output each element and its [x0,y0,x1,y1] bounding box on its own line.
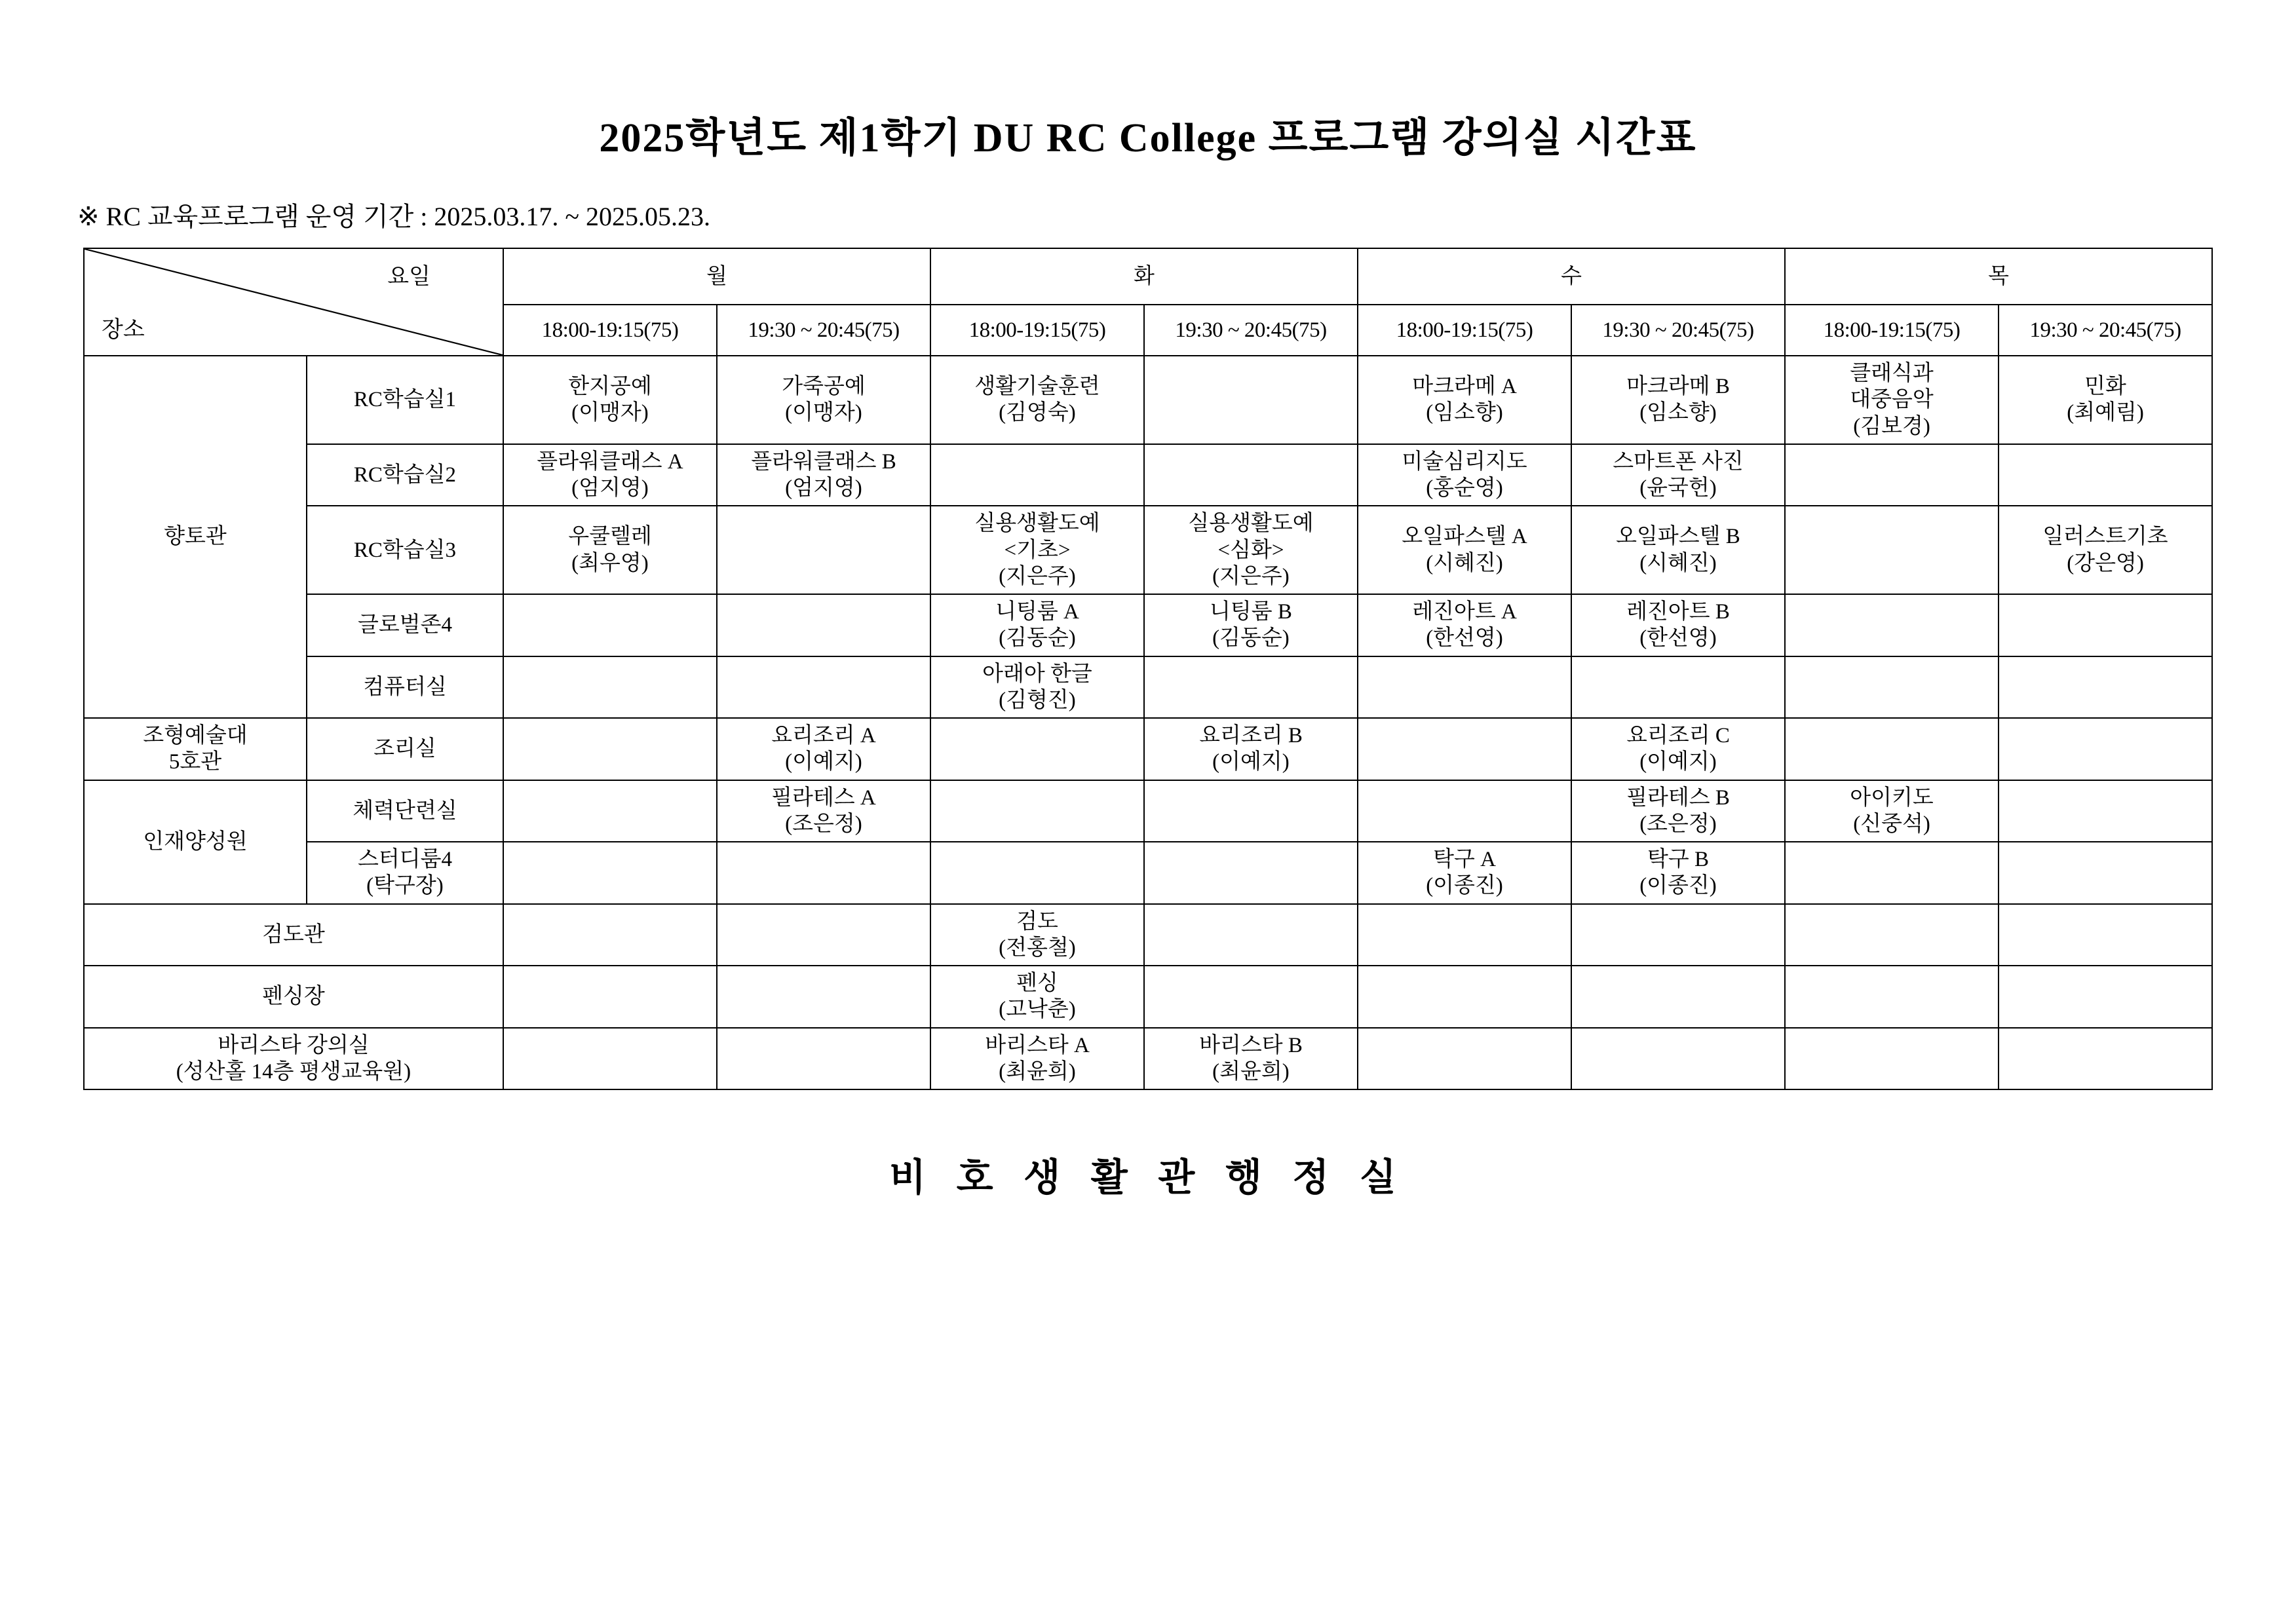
class-cell [1144,1028,1358,1090]
class-teacher: (이예지) [1639,750,1717,774]
time-header: 19:30 ~ 20:45(75) [1999,305,2212,356]
class-cell [1999,842,2212,904]
venue-cell-fencing: 펜싱장 [84,966,503,1028]
period-note: ※ RC 교육프로그램 운영 기간 : 2025.03.17. ~ 2025.05.23. [77,202,711,231]
class-name: 필라테스 A [771,785,876,810]
footer-office: 비 호 생 활 관 행 정 실 [889,1156,1407,1199]
class-cell [1358,594,1571,656]
class-teacher: (최예림) [2067,401,2144,425]
class-cell [1785,356,1999,444]
class-name: 오일파스텔 B [1616,525,1740,549]
class-teacher: (이예지) [1212,750,1290,774]
class-name: 생활기술훈련 [974,375,1100,399]
class-teacher: (김영숙) [999,401,1076,425]
class-cell [1785,1028,1999,1090]
class-cell [717,904,930,966]
room-cell: RC학습실3 [307,506,503,594]
class-cell [717,842,930,904]
class-cell [1571,444,1785,506]
class-teacher: (엄지영) [571,476,649,500]
diagonal-divider [85,249,503,355]
corner-day-label: 요일 [387,265,430,289]
class-teacher: (최윤희) [1212,1059,1290,1084]
time-header: 18:00-19:15(75) [1358,305,1571,356]
class-teacher: (김보경) [1853,414,1930,438]
class-cell [1571,656,1785,719]
class-cell [1999,780,2212,842]
class-cell [1144,594,1358,656]
class-name: 클래식과 대중음악 [1850,362,1934,412]
class-cell [503,594,717,656]
class-teacher: (이맹자) [571,401,649,425]
class-cell [717,506,930,594]
table-row [84,718,2212,780]
class-teacher: (홍순영) [1426,476,1503,500]
class-cell [930,356,1144,444]
class-cell [1785,506,1999,594]
class-name: 펜싱 [1016,972,1058,995]
class-name: 우쿨렐레 [568,525,652,549]
class-cell [1785,718,1999,780]
class-name: 레진아트 B [1626,600,1730,624]
class-cell [1358,718,1571,780]
class-cell [930,444,1144,506]
class-teacher: (한선영) [1639,626,1717,651]
class-cell [503,780,717,842]
class-teacher: (김동순) [1212,626,1290,651]
class-teacher: (지은주) [1212,564,1290,588]
class-cell [1358,780,1571,842]
class-cell [503,718,717,780]
table-row [84,780,2212,842]
time-header: 19:30 ~ 20:45(75) [1571,305,1785,356]
room-cell: 체력단련실 [307,780,503,842]
class-cell [1358,444,1571,506]
day-header-thu: 목 [1785,248,2212,305]
class-cell [1144,506,1358,594]
class-cell [1571,780,1785,842]
class-name: 가죽공예 [782,375,866,399]
class-cell [503,656,717,719]
table-row [84,506,2212,594]
class-name: 일러스트기초 [2042,525,2168,549]
corner-header [84,248,503,356]
page-title: 2025학년도 제1학기 DU RC College 프로그램 강의실 시간표 [599,116,1697,161]
class-cell [1144,780,1358,842]
class-cell [1571,506,1785,594]
class-name: 실용생활도예 <심화> [1188,512,1314,562]
class-name: 탁구 A [1433,848,1496,871]
class-teacher: (이종진) [1639,874,1717,898]
room-cell: 컴퓨터실 [307,656,503,719]
class-teacher: (조은정) [785,812,862,836]
class-teacher: (고낙춘) [999,998,1076,1022]
class-name: 민화 [2084,375,2126,399]
class-teacher: (시혜진) [1639,551,1717,575]
class-name: 탁구 B [1647,848,1710,871]
class-name: 필라테스 B [1626,785,1730,810]
day-header-tue: 화 [930,248,1358,305]
class-cell [1571,594,1785,656]
class-name: 미술심리지도 [1402,449,1527,474]
class-name: 바리스타 A [985,1033,1090,1057]
class-teacher: (전홍철) [999,935,1076,960]
class-name: 요리조리 B [1199,724,1303,747]
class-cell [1999,1028,2212,1090]
header-row-days [84,248,2212,305]
class-cell [1358,842,1571,904]
timetable [83,248,2213,1090]
class-cell [717,966,930,1028]
class-teacher: (지은주) [999,564,1076,588]
class-cell [930,594,1144,656]
room-cell: RC학습실1 [307,356,503,444]
class-teacher: (시혜진) [1426,551,1503,575]
table-row [84,656,2212,719]
class-teacher: (이예지) [785,750,862,774]
class-cell [717,594,930,656]
time-header: 18:00-19:15(75) [1785,305,1999,356]
class-name: 아래아 한글 [982,662,1092,686]
class-cell [717,656,930,719]
class-cell [717,356,930,444]
class-name: 검도 [1016,909,1058,934]
class-name: 스마트폰 사진 [1613,449,1744,474]
class-cell [1785,842,1999,904]
class-teacher: (김형진) [999,688,1076,712]
class-cell [1358,356,1571,444]
class-teacher: (신중석) [1853,812,1930,836]
class-cell [930,506,1144,594]
class-cell [1999,718,2212,780]
class-name: 오일파스텔 A [1402,525,1527,549]
table-row [84,444,2212,506]
class-teacher: (임소향) [1639,401,1717,425]
class-cell [930,966,1144,1028]
class-cell [1144,966,1358,1028]
class-cell [1571,966,1785,1028]
class-name: 플라워클래스 B [751,449,896,474]
class-cell [503,966,717,1028]
class-name: 요리조리 A [771,724,876,747]
timetable-body [84,356,2212,1089]
class-cell [503,356,717,444]
class-cell [1144,842,1358,904]
class-teacher: (이맹자) [785,401,862,425]
time-header: 19:30 ~ 20:45(75) [1144,305,1358,356]
class-name: 니팅룸 B [1210,600,1292,624]
class-cell [1571,904,1785,966]
class-name: 바리스타 B [1199,1033,1303,1057]
day-header-mon: 월 [503,248,930,305]
day-header-wed: 수 [1358,248,1785,305]
table-row [84,904,2212,966]
building-cell-johyeong: 조형예술대 5호관 [84,718,307,780]
class-cell [1571,718,1785,780]
class-cell [1999,904,2212,966]
class-cell [1358,1028,1571,1090]
time-header: 18:00-19:15(75) [930,305,1144,356]
class-name: 니팅룸 A [995,600,1079,624]
class-cell [717,1028,930,1090]
class-name: 요리조리 C [1626,724,1730,747]
building-cell-injae: 인재양성원 [84,780,307,904]
corner-place-label: 장소 [101,317,145,342]
class-cell [930,656,1144,719]
building-cell-hyangtogwan: 향토관 [84,356,307,718]
class-name: 실용생활도예 <기초> [974,512,1100,562]
venue-cell-barista: 바리스타 강의실 (성산홀 14층 평생교육원) [84,1028,503,1090]
class-name: 레진아트 A [1412,600,1517,624]
class-cell [930,904,1144,966]
class-cell [1571,842,1785,904]
class-cell [1999,506,2212,594]
class-cell [1999,594,2212,656]
class-cell [1144,356,1358,444]
class-cell [1999,966,2212,1028]
class-cell [1785,780,1999,842]
class-cell [1999,656,2212,719]
table-row [84,1028,2212,1090]
class-cell [503,842,717,904]
class-teacher: (강은영) [2067,551,2144,575]
class-teacher: (한선영) [1426,626,1503,651]
class-cell [1144,444,1358,506]
class-teacher: (엄지영) [785,476,862,500]
time-header: 19:30 ~ 20:45(75) [717,305,930,356]
class-teacher: (조은정) [1639,812,1717,836]
class-cell [1144,718,1358,780]
room-cell: 글로벌존4 [307,594,503,656]
class-name: 한지공예 [568,375,652,399]
class-teacher: (이종진) [1426,874,1503,898]
class-cell [1785,966,1999,1028]
class-cell [503,1028,717,1090]
class-cell [1999,356,2212,444]
table-row [84,842,2212,904]
class-cell [1571,356,1785,444]
class-name: 플라워클래스 A [537,449,683,474]
class-cell [717,444,930,506]
class-cell [1785,904,1999,966]
class-cell [1785,594,1999,656]
class-cell [1358,904,1571,966]
class-cell [1144,656,1358,719]
room-cell: 조리실 [307,718,503,780]
class-cell [930,842,1144,904]
class-cell [503,506,717,594]
class-cell [930,1028,1144,1090]
class-cell [1999,444,2212,506]
class-cell [1358,656,1571,719]
class-cell [717,780,930,842]
class-name: 아이키도 [1850,785,1934,810]
class-teacher: (최윤희) [999,1059,1076,1084]
class-teacher: (임소향) [1426,401,1503,425]
time-header: 18:00-19:15(75) [503,305,717,356]
class-cell [503,444,717,506]
class-teacher: (김동순) [999,626,1076,651]
room-cell: RC학습실2 [307,444,503,506]
class-teacher: (최우영) [571,551,649,575]
class-cell [1571,1028,1785,1090]
table-row [84,594,2212,656]
class-name: 마크라메 B [1626,375,1730,399]
class-cell [1785,656,1999,719]
table-row [84,356,2212,444]
class-cell [1358,966,1571,1028]
class-cell [717,718,930,780]
class-cell [503,904,717,966]
class-cell [930,780,1144,842]
class-teacher: (윤국헌) [1639,476,1717,500]
class-cell [1358,506,1571,594]
class-cell [1144,904,1358,966]
table-row [84,966,2212,1028]
class-cell [930,718,1144,780]
room-cell: 스터디룸4 (탁구장) [307,842,503,904]
class-cell [1785,444,1999,506]
venue-cell-geomdogwan: 검도관 [84,904,503,966]
class-name: 마크라메 A [1412,375,1517,399]
